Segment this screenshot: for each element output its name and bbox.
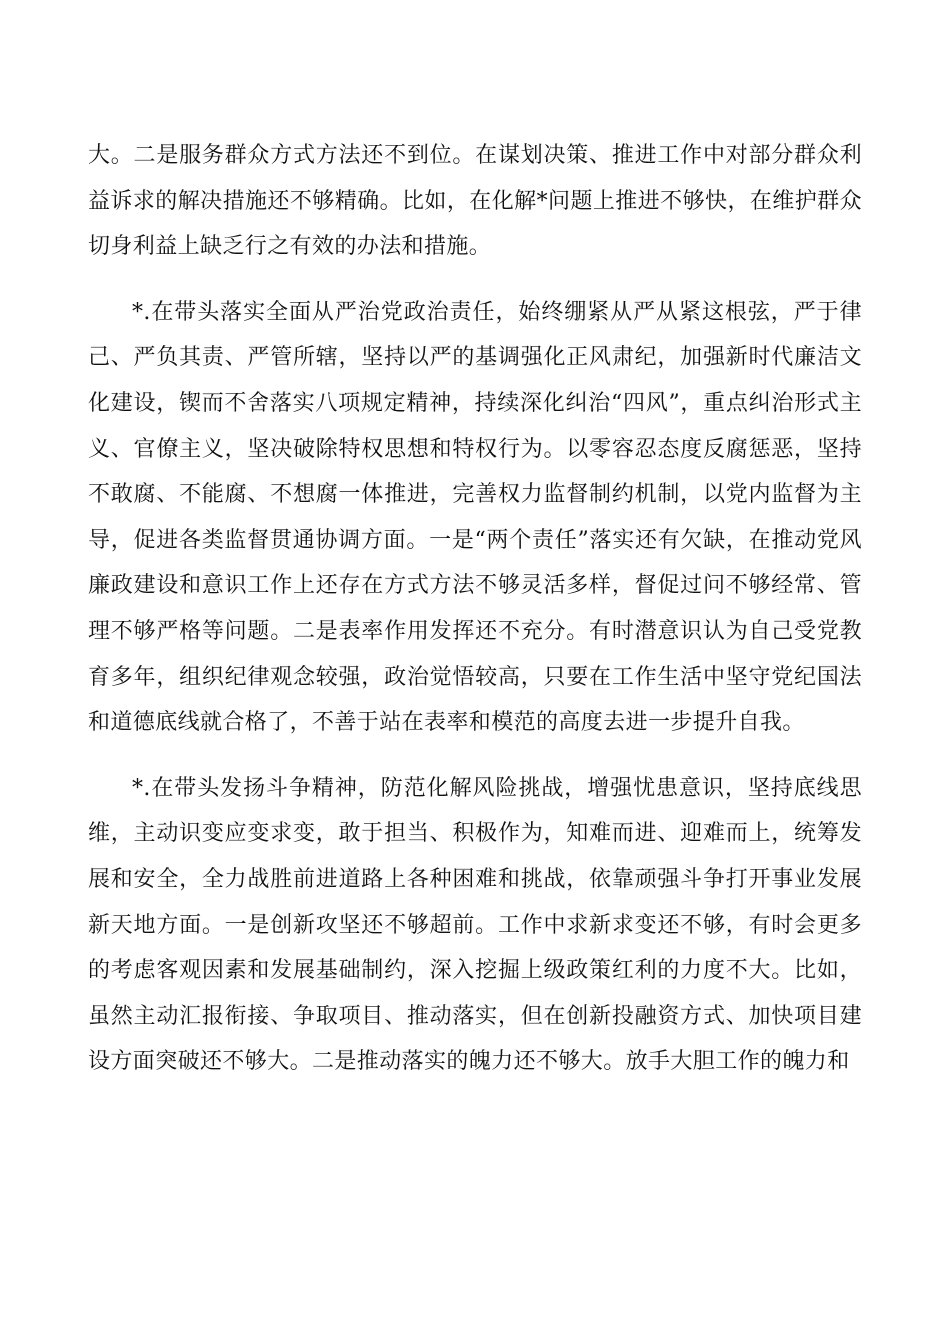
paragraph-struggle-spirit: *.在带头发扬斗争精神，防范化解风险挑战，增强忧患意识，坚持底线思维，主动识变应变求变，敢于担当、积极作为，知难而进、迎难而上，统筹发展和安全，全力战胜前进道路上各种困难和挑战，依靠顽强斗争打开事业发展新天地方面。一是创新攻坚还不够超前。工作中求新求变还不够，有时会更多的考虑客观因素和发展基础制约，深入挖掘上级政策红利的力度不大。比如，虽然主动汇报衔接、争取项目、推动落实，但在创新投融资方式、加快项目建设方面突破还不够大。二是推动落实的魄力还不够大。放手大胆工作的魄力和	[88, 775, 862, 1075]
document-body	[88, 133, 862, 1105]
paragraph-continuation: 大。二是服务群众方式方法还不到位。在谋划决策、推进工作中对部分群众利益诉求的解决措施还不够精确。比如，在化解*问题上推进不够快，在维护群众切身利益上缺乏行之有效的办法和措施。	[88, 143, 862, 260]
paragraph-party-discipline: *.在带头落实全面从严治党政治责任，始终绷紧从严从紧这根弦，严于律己、严负其责、严管所辖，坚持以严的基调强化正风肃纪，加强新时代廉洁文化建设，锲而不舍落实八项规定精神，持续深化纠治“四风”，重点纠治形式主义、官僚主义，坚决破除特权思想和特权行为。以零容忍态度反腐惩恶，坚持不敢腐、不能腐、不想腐一体推进，完善权力监督制约机制，以党内监督为主导，促进各类监督贯通协调方面。一是“两个责任”落实还有欠缺，在推动党风廉政建设和意识工作上还存在方式方法不够灵活多样，督促过问不够经常、管理不够严格等问题。二是表率作用发挥还不充分。有时潜意识认为自己受党教育多年，组织纪律观念较强，政治觉悟较高，只要在工作生活中坚守党纪国法和道德底线就合格了，不善于站在表率和模范的高度去进一步提升自我。	[88, 299, 862, 736]
